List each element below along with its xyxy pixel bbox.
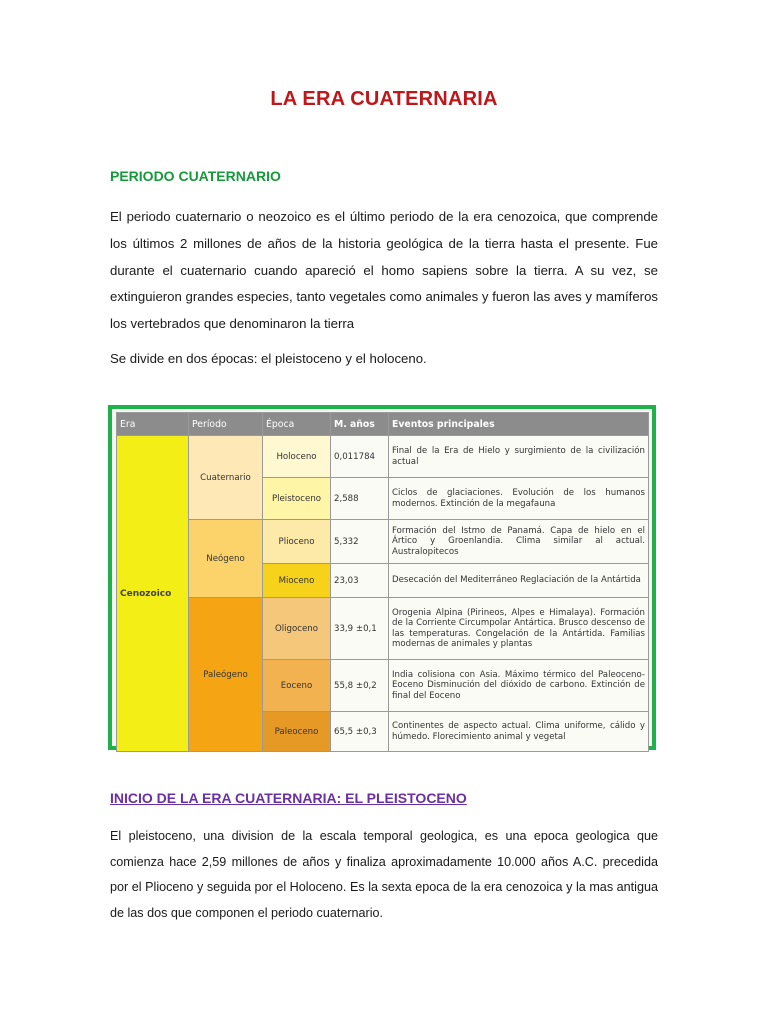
ma-cell: 0,011784 xyxy=(331,436,389,478)
header-epoca: Época xyxy=(263,413,331,436)
eventos-cell: Desecación del Mediterráneo Reglaciación de la Antártida xyxy=(389,564,649,598)
table-row xyxy=(117,598,649,660)
ma-cell: 2,588 xyxy=(331,478,389,520)
paragraph-pleistoceno: El pleistoceno, una division de la escala temporal geologica, es una epoca geologica que comienza hace 2,59 millones de años y finaliza aproximadamente 10.000 años A.C. precedida por el Plioceno y seguida por el Holoceno. Es la sexta epoca de la era cenozoica y la mas antigua de las dos que componen el periodo cuaternario. xyxy=(110,829,658,920)
epoca-cell: Holoceno xyxy=(263,436,331,478)
table-row xyxy=(117,520,649,564)
periodo-neogeno-cell: Neógeno xyxy=(189,520,263,598)
eventos-cell: India colisiona con Asia. Máximo térmico del Paleoceno-Eoceno Disminución del dióxido de carbono. Extinción de final del Eoceno xyxy=(389,660,649,712)
table-header-row xyxy=(117,413,649,436)
geologic-time-table-frame xyxy=(108,405,656,750)
ma-cell: 23,03 xyxy=(331,564,389,598)
paragraph-periodo-cuaternario: El periodo cuaternario o neozoico es el último periodo de la era cenozoica, que comprende los últimos 2 millones de años de la historia geológica de la tierra hasta el presente. Fue durante el cuaternario cuando apareció el homo sapiens sobre la tierra. A su vez, se extinguieron grandes especies, tanto vegetales como animales y fueron las aves y mamíferos los vertebrados que denominaron la tierra xyxy=(110,209,658,332)
paragraph-divisiones: Se divide en dos épocas: el pleistoceno y el holoceno. xyxy=(110,351,427,366)
header-ma: M. años xyxy=(331,413,389,436)
table-row xyxy=(117,436,649,478)
header-eventos: Eventos principales xyxy=(389,413,649,436)
ma-cell: 33,9 ±0,1 xyxy=(331,598,389,660)
periodo-paleogeno-cell: Paleógeno xyxy=(189,598,263,752)
header-periodo: Período xyxy=(189,413,263,436)
geologic-time-table xyxy=(116,412,649,752)
eventos-cell: Continentes de aspecto actual. Clima uniforme, cálido y húmedo. Florecimiento animal y vegetal xyxy=(389,712,649,752)
periodo-cuaternario-cell: Cuaternario xyxy=(189,436,263,520)
epoca-cell: Eoceno xyxy=(263,660,331,712)
epoca-cell: Pleistoceno xyxy=(263,478,331,520)
page-title: LA ERA CUATERNARIA xyxy=(270,88,498,110)
eventos-cell: Final de la Era de Hielo y surgimiento de la civilización actual xyxy=(389,436,649,478)
epoca-cell: Oligoceno xyxy=(263,598,331,660)
eventos-cell: Formación del Istmo de Panamá. Capa de hielo en el Ártico y Groenlandia. Clima similar al actual. Australopitecos xyxy=(389,520,649,564)
ma-cell: 65,5 ±0,3 xyxy=(331,712,389,752)
epoca-cell: Mioceno xyxy=(263,564,331,598)
section-heading-periodo-cuaternario: PERIODO CUATERNARIO xyxy=(110,168,281,184)
eventos-cell: Orogenia Alpina (Pirineos, Alpes e Himalaya). Formación de la Corriente Circumpolar Antártica. Brusco descenso de las temperaturas. Congelación de la Antártida. Familias modernas de animales y plantas xyxy=(389,598,649,660)
eventos-cell: Ciclos de glaciaciones. Evolución de los humanos modernos. Extinción de la megafauna xyxy=(389,478,649,520)
ma-cell: 55,8 ±0,2 xyxy=(331,660,389,712)
header-era: Era xyxy=(117,413,189,436)
era-cell: Cenozoico xyxy=(117,436,189,752)
section-heading-pleistoceno: INICIO DE LA ERA CUATERNARIA: EL PLEISTOCENO xyxy=(110,790,467,806)
epoca-cell: Paleoceno xyxy=(263,712,331,752)
ma-cell: 5,332 xyxy=(331,520,389,564)
epoca-cell: Plioceno xyxy=(263,520,331,564)
